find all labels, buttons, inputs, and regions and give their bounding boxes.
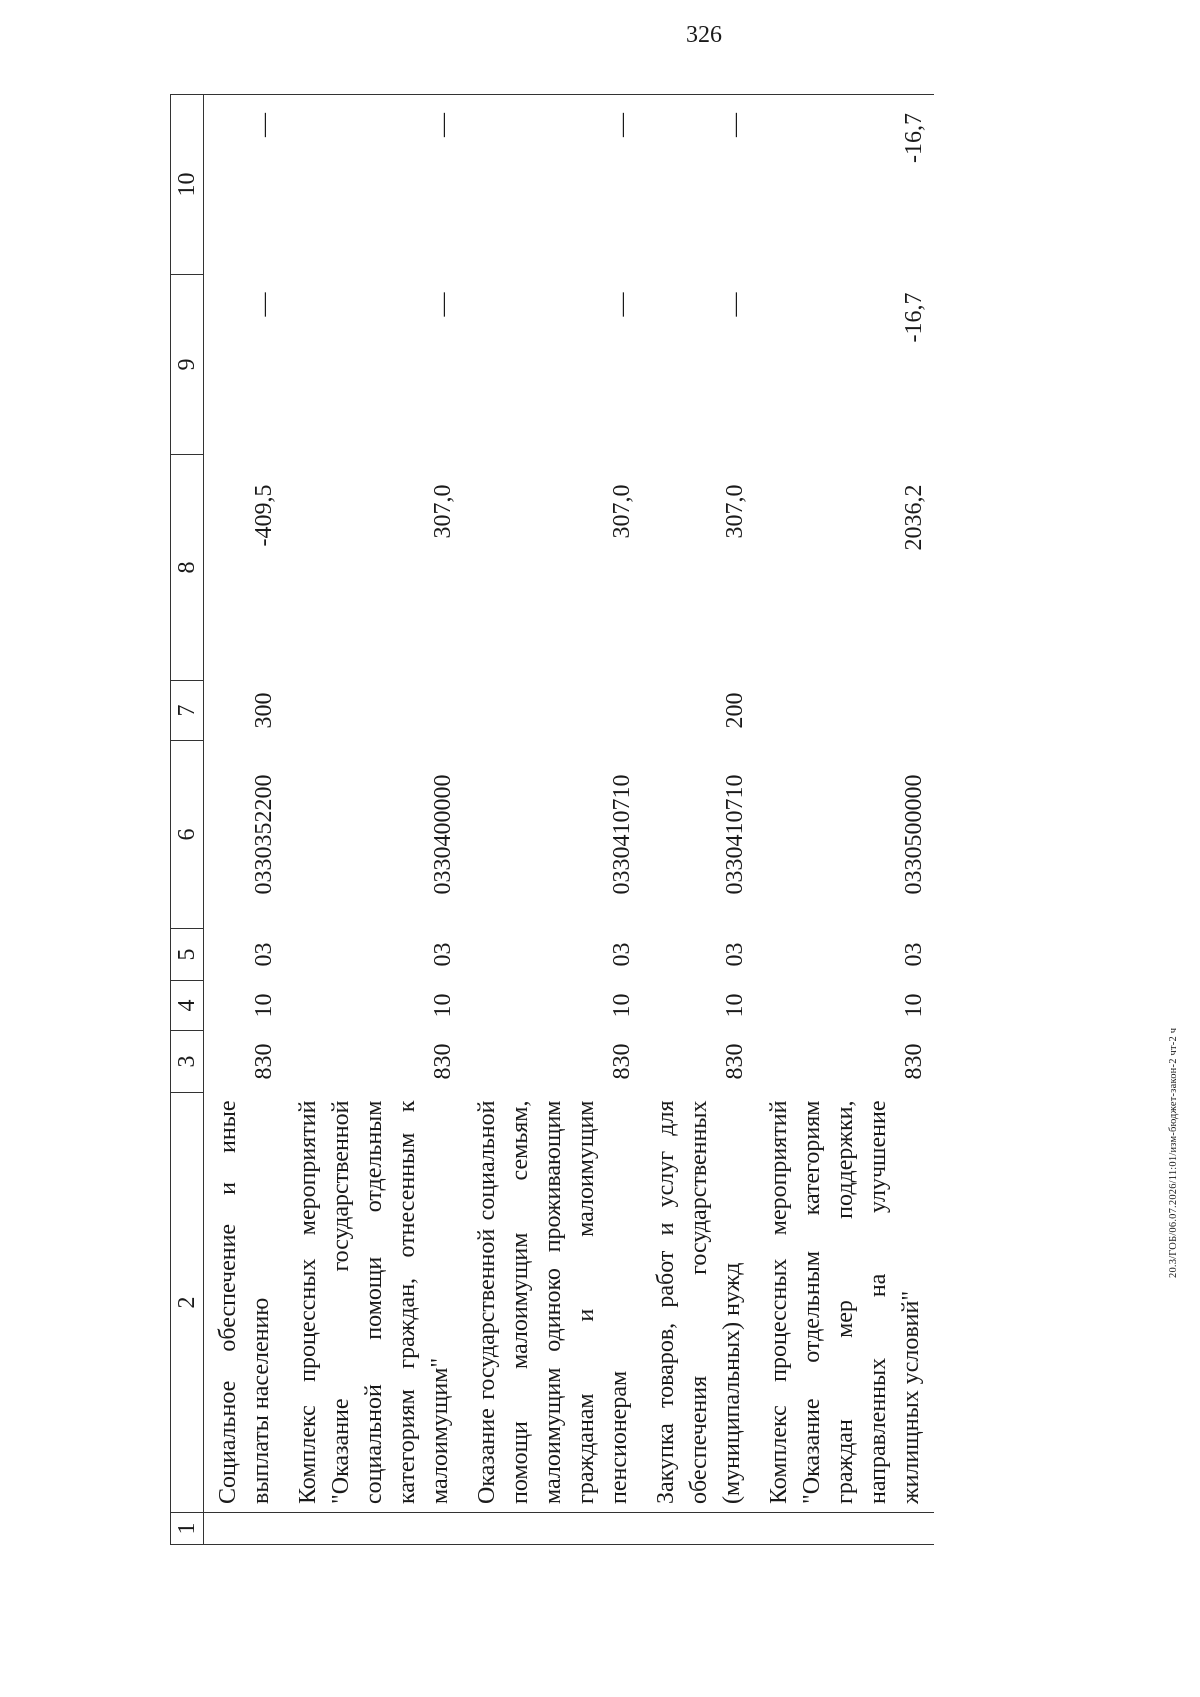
cell-col-6: 0330352200 bbox=[251, 774, 277, 895]
column-header-9: 9 bbox=[171, 275, 204, 455]
cell-col-5: 03 bbox=[901, 942, 927, 967]
header-row bbox=[171, 95, 204, 1545]
row-name-cell: Закупка товаров, работ и услуг для обеспечения государственных (муниципальных) нужд bbox=[642, 1093, 755, 1513]
column-header-4: 4 bbox=[171, 981, 204, 1031]
cell-col-1 bbox=[755, 1513, 934, 1545]
cell-col-5: 03 bbox=[430, 942, 456, 967]
column-header-6: 6 bbox=[171, 741, 204, 929]
table-row bbox=[642, 95, 755, 1545]
cell-col-1 bbox=[284, 1513, 463, 1545]
cell-col-9: — bbox=[430, 292, 456, 317]
footer-code: 20.3/ГОБ/06.07.2026/11:01/изм-бюджет-закон-2 чт-2 ч bbox=[1168, 1027, 1179, 1278]
cell-col-3: 830 bbox=[722, 1043, 748, 1080]
page-number: 326 bbox=[686, 22, 722, 48]
cell-col-4: 10 bbox=[609, 993, 635, 1018]
cell-col-8: 307,0 bbox=[609, 484, 635, 539]
table-row bbox=[284, 95, 463, 1545]
budget-table bbox=[170, 94, 934, 1545]
cell-col-1 bbox=[204, 1513, 285, 1545]
cell-col-6: 0330500000 bbox=[901, 774, 927, 895]
column-header-1: 1 bbox=[171, 1513, 204, 1545]
cell-col-7: 200 bbox=[722, 692, 748, 729]
cell-col-8: 307,0 bbox=[722, 484, 748, 539]
cell-col-10: — bbox=[463, 95, 642, 275]
cell-col-7 bbox=[284, 681, 463, 741]
cell-col-7 bbox=[463, 681, 642, 741]
cell-col-3: 830 bbox=[901, 1043, 927, 1080]
row-name-cell: Оказание государственной социальной помощи малоимущим семьям, малоимущим одиноко проживающим гражданам и малоимущим пенсионерам bbox=[463, 1093, 642, 1513]
cell-col-4: 10 bbox=[722, 993, 748, 1018]
cell-col-9: — bbox=[609, 292, 635, 317]
cell-col-5: 03 bbox=[609, 942, 635, 967]
cell-col-10: -16,7 bbox=[755, 95, 934, 275]
cell-col-1 bbox=[463, 1513, 642, 1545]
cell-col-10: — bbox=[204, 95, 285, 275]
table-body bbox=[204, 95, 935, 1545]
cell-col-9: — bbox=[722, 292, 748, 317]
cell-col-10: — bbox=[642, 95, 755, 275]
cell-col-8: 307,0 bbox=[430, 484, 456, 539]
cell-col-7: 300 bbox=[251, 692, 277, 729]
column-header-8: 8 bbox=[171, 455, 204, 681]
column-header-10: 10 bbox=[171, 95, 204, 275]
cell-col-6: 0330410710 bbox=[609, 774, 635, 895]
cell-col-1 bbox=[642, 1513, 755, 1545]
cell-col-5: 03 bbox=[251, 942, 277, 967]
row-name-cell: Социальное обеспечение и иные выплаты населению bbox=[204, 1093, 285, 1513]
budget-table-rotated bbox=[170, 95, 1200, 1545]
column-header-3: 3 bbox=[171, 1031, 204, 1093]
cell-col-8: 2036,2 bbox=[901, 484, 927, 551]
cell-col-10: — bbox=[284, 95, 463, 275]
table-row bbox=[204, 95, 285, 1545]
cell-col-5: 03 bbox=[722, 942, 748, 967]
row-name-cell: Комплекс процессных мероприятий "Оказание государственной социальной помощи отдельным категориям граждан, отнесенным к малоимущим" bbox=[284, 1093, 463, 1513]
cell-col-3: 830 bbox=[251, 1043, 277, 1080]
column-header-5: 5 bbox=[171, 929, 204, 981]
column-header-2: 2 bbox=[171, 1093, 204, 1513]
table-row bbox=[755, 95, 934, 1545]
cell-col-4: 10 bbox=[430, 993, 456, 1018]
cell-col-8: -409,5 bbox=[251, 484, 277, 547]
column-header-7: 7 bbox=[171, 681, 204, 741]
cell-col-4: 10 bbox=[251, 993, 277, 1018]
cell-col-6: 0330400000 bbox=[430, 774, 456, 895]
cell-col-4: 10 bbox=[901, 993, 927, 1018]
cell-col-7 bbox=[755, 681, 934, 741]
row-name-cell: Комплекс процессных мероприятий "Оказание отдельным категориям граждан мер поддержки, направленных на улучшение жилищных условий" bbox=[755, 1093, 934, 1513]
cell-col-3: 830 bbox=[430, 1043, 456, 1080]
table-row bbox=[463, 95, 642, 1545]
cell-col-9: -16,7 bbox=[901, 292, 927, 343]
cell-col-9: — bbox=[251, 292, 277, 317]
cell-col-6: 0330410710 bbox=[722, 774, 748, 895]
cell-col-3: 830 bbox=[609, 1043, 635, 1080]
